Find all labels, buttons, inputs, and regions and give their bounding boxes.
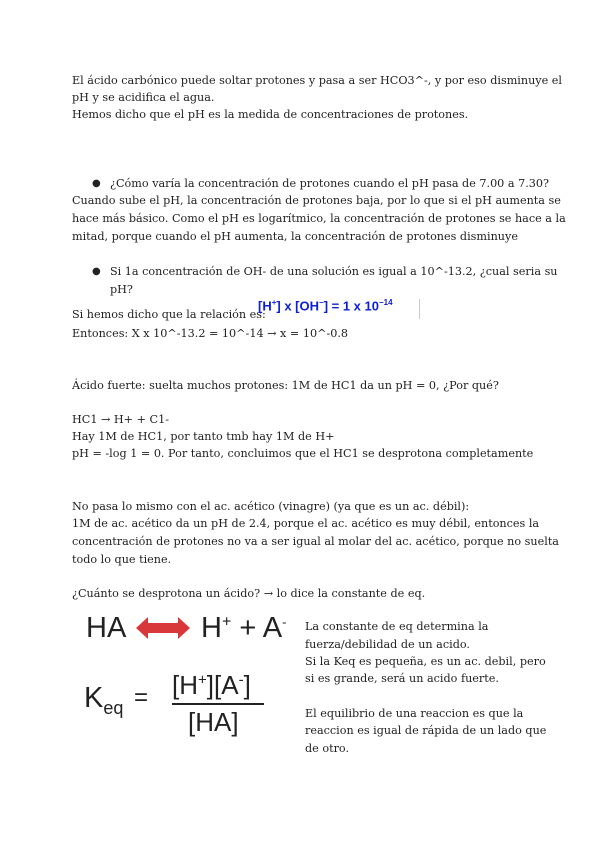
note-line: Si la Keq es pequeña, es un ac. debil, pero [305, 655, 546, 668]
bullet-icon: ● [92, 178, 101, 189]
divider [419, 299, 420, 319]
paragraph-line: Entonces: X x 10^-13.2 = 10^-14 → x = 10^-0.8 [72, 327, 349, 340]
paragraph-line: Ácido fuerte: suelta muchos protones: 1M de HC1 da un pH = 0, ¿Por qué? [72, 379, 499, 392]
paragraph-line: pH = -log 1 = 0. Por tanto, concluimos que el HC1 se desprotona completamente [72, 447, 534, 460]
products-label: H+ + A- [201, 612, 287, 644]
paragraph-line: concentración de protones no va a ser igual al molar del ac. acético, porque no suelta [72, 535, 559, 548]
fraction-bar [172, 703, 264, 705]
paragraph-line: mitad, porque cuando el pH aumenta, la concentración de protones disminuye [72, 230, 518, 243]
question-line: ¿Cómo varía la concentración de protones cuando el pH pasa de 7.00 a 7.30? [110, 177, 549, 190]
paragraph-line: No pasa lo mismo con el ac. acético (vinagre) (ya que es un ac. débil): [72, 500, 470, 513]
bullet-icon: ● [92, 266, 101, 277]
double-arrow-icon [136, 617, 190, 639]
paragraph-line: Hay 1M de HC1, por tanto tmb hay 1M de H+ [72, 430, 335, 443]
note-line: La constante de eq determina la [305, 620, 489, 633]
keq-label: $K_{eq}$ [84, 682, 124, 718]
note-line: reaccion es igual de rápida de un lado que [305, 724, 547, 737]
ha-label: HA [86, 612, 127, 644]
paragraph-line: hace más básico. Como el pH es logarítmico, la concentración de protones se hace a la [72, 212, 566, 225]
paragraph-line: todo lo que tiene. [72, 553, 172, 566]
note-line: si es grande, será un acido fuerte. [305, 672, 499, 685]
paragraph-line: El ácido carbónico puede soltar protones y pasa a ser HCO3^-, y por eso disminuye el [72, 74, 562, 87]
paragraph-line: pH y se acidifica el agua. [72, 91, 215, 104]
question-line: pH? [110, 283, 133, 296]
paragraph-line: 1M de ac. acético da un pH de 2.4, porque el ac. acético es muy débil, entonces la [72, 517, 540, 530]
paragraph-line: Cuando sube el pH, la concentración de protones baja, por lo que si el pH aumenta se [72, 194, 561, 207]
equals-sign: = [134, 684, 149, 711]
keq-numerator: [H+][A-] [172, 670, 251, 700]
note-line: fuerza/debilidad de un acido. [305, 638, 470, 651]
note-line: El equilibrio de una reaccion es que la [305, 707, 524, 720]
relation-formula: [H+] x [OH−] = 1 x $10^{-14}$ [258, 298, 393, 314]
paragraph-line: Si hemos dicho que la relación es: [72, 308, 266, 321]
paragraph-line: ¿Cuánto se desprotona un ácido? → lo dice la constante de eq. [72, 587, 426, 600]
note-line: de otro. [305, 742, 350, 755]
paragraph-line: HC1 → H+ + C1- [72, 413, 169, 426]
paragraph-line: Hemos dicho que el pH es la medida de concentraciones de protones. [72, 108, 469, 121]
keq-denominator: [HA] [188, 707, 239, 737]
question-line: Si 1a concentración de OH- de una solución es igual a 10^-13.2, ¿cual seria su [110, 265, 558, 278]
